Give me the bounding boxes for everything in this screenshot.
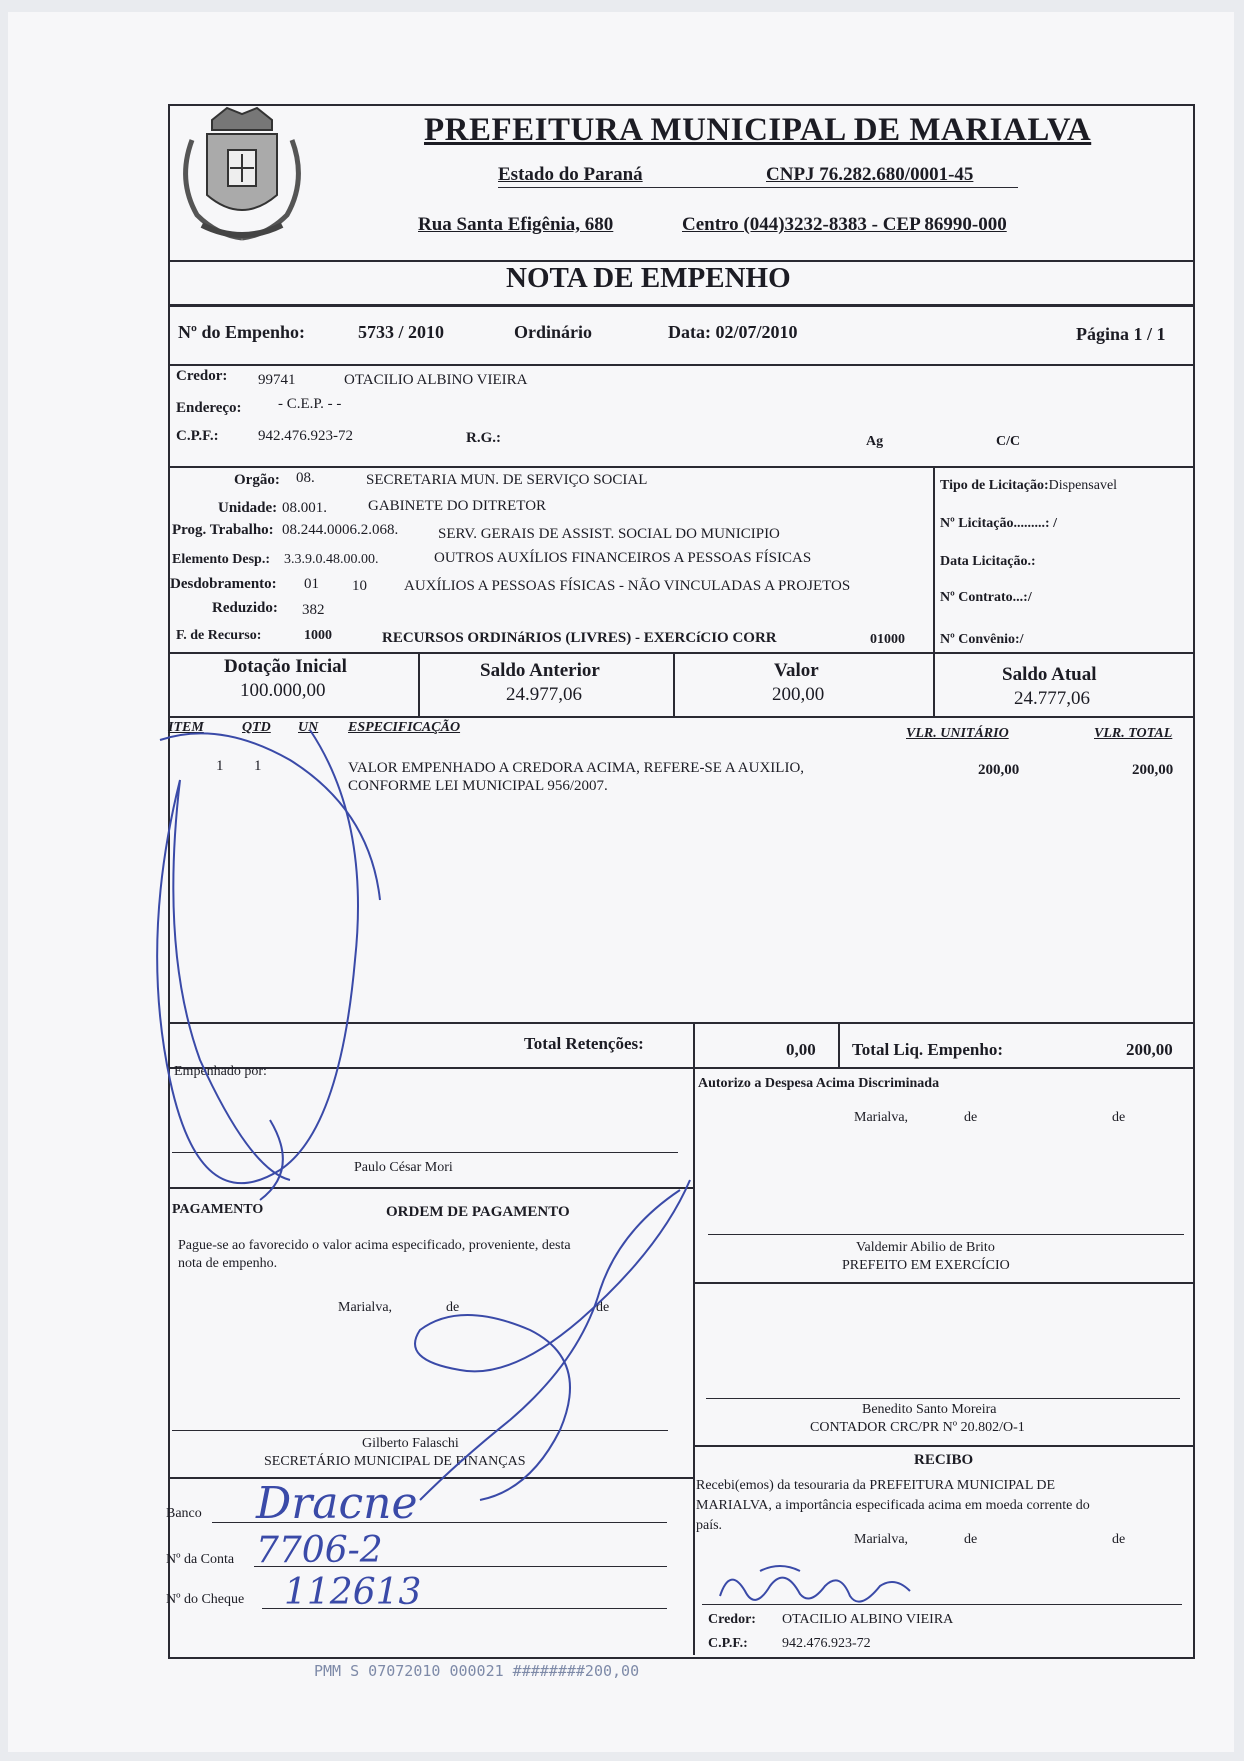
endereco-label: Endereço:	[176, 400, 242, 416]
endereco-value: - C.E.P. - -	[278, 396, 342, 412]
contador-role: CONTADOR CRC/PR Nº 20.802/O-1	[810, 1420, 1025, 1435]
prefeito-name: Valdemir Abilio de Brito	[856, 1240, 995, 1255]
prefeito-role: PREFEITO EM EXERCÍCIO	[842, 1258, 1010, 1273]
empenho-number-label: Nº do Empenho:	[178, 322, 305, 342]
elemento-code: 3.3.9.0.48.00.00.	[284, 552, 379, 567]
item-qtd: 1	[254, 758, 262, 774]
cpf-value: 942.476.923-72	[258, 428, 353, 444]
contrato-numero: Nº Contrato...:/	[940, 590, 1032, 605]
col-vlr-total: VLR. TOTAL	[1094, 726, 1173, 741]
col-especificacao: ESPECIFICAÇÃO	[348, 720, 461, 735]
empenho-number: 5733 / 2010	[358, 322, 445, 342]
valor-value: 200,00	[772, 684, 825, 705]
licitacao-tipo	[940, 478, 1117, 494]
ordem-pagamento-label: ORDEM DE PAGAMENTO	[386, 1204, 570, 1220]
unidade-desc: GABINETE DO DITRETOR	[368, 498, 547, 514]
total-retencoes-label: Total Retenções:	[524, 1034, 644, 1053]
item-espec-line1: VALOR EMPENHADO A CREDORA ACIMA, REFERE-SE A AUXILIO,	[348, 760, 805, 776]
reduzido-value: 382	[302, 602, 325, 618]
licitacao-data: Data Licitação.:	[940, 554, 1036, 569]
credor-code: 99741	[258, 372, 296, 388]
autorizo-de1: de	[964, 1110, 978, 1125]
licitacao-numero: Nº Licitação.........: /	[940, 516, 1057, 531]
elemento-desc: OUTROS AUXÍLIOS FINANCEIROS A PESSOAS FÍSICAS	[434, 550, 812, 566]
valor-label: Valor	[774, 660, 819, 681]
pagamento-de2: de	[596, 1300, 610, 1315]
rg-label: R.G.:	[466, 430, 501, 446]
saldo-atual-value: 24.777,06	[1014, 688, 1090, 709]
address-label: Rua Santa Efigênia, 680	[418, 214, 614, 235]
credor-label: Credor:	[176, 368, 228, 384]
dotacao-inicial-value: 100.000,00	[240, 680, 326, 701]
prog-desc: SERV. GERAIS DE ASSIST. SOCIAL DO MUNICIPIO	[438, 526, 780, 542]
col-item: ITEM	[168, 720, 204, 735]
total-liq-value: 200,00	[1126, 1040, 1173, 1059]
col-vlr-unitario: VLR. UNITÁRIO	[906, 726, 1009, 741]
empenho-date: Data: 02/07/2010	[668, 322, 798, 342]
col-un: UN	[298, 720, 319, 735]
pagamento-de1: de	[446, 1300, 460, 1315]
recibo-city: Marialva,	[854, 1532, 909, 1547]
recurso-label: F. de Recurso:	[176, 628, 262, 643]
cheque-handwritten: 112613	[284, 1572, 422, 1613]
page-number: Página 1 / 1	[1076, 324, 1166, 344]
secretario-role: SECRETÁRIO MUNICIPAL DE FINANÇAS	[264, 1454, 526, 1469]
orgao-code: 08.	[296, 470, 315, 486]
desdobramento-desc: AUXÍLIOS A PESSOAS FÍSICAS - NÃO VINCULADAS A PROJETOS	[404, 578, 851, 594]
address-rest-label: Centro (044)3232-8383 - CEP 86990-000	[682, 214, 1007, 235]
desdobramento-label: Desdobramento:	[170, 576, 277, 592]
reduzido-label: Reduzido:	[212, 600, 278, 616]
autorizo-de2: de	[1112, 1110, 1126, 1125]
empenhado-por-label: Empenhado por:	[174, 1064, 267, 1079]
secretario-name: Gilberto Falaschi	[362, 1436, 459, 1451]
conta-label: Nº da Conta	[166, 1552, 235, 1567]
orgao-label: Orgão:	[234, 472, 280, 488]
pagamento-city: Marialva,	[338, 1300, 393, 1315]
org-title: PREFEITURA MUNICIPAL DE MARIALVA	[424, 112, 1092, 148]
item-espec-line2: CONFORME LEI MUNICIPAL 956/2007.	[348, 778, 608, 794]
recibo-de1: de	[964, 1532, 978, 1547]
banco-handwritten: Dracne	[256, 1478, 418, 1529]
cpf-label: C.P.F.:	[176, 428, 219, 444]
empenho-type: Ordinário	[514, 322, 593, 342]
unidade-code: 08.001.	[282, 500, 327, 516]
pagamento-label: PAGAMENTO	[172, 1202, 264, 1217]
item-vlr-unitario: 200,00	[978, 762, 1020, 778]
total-liq-label: Total Liq. Empenho:	[852, 1040, 1003, 1059]
item-number: 1	[216, 758, 224, 774]
pagamento-text-line2: nota de empenho.	[178, 1256, 278, 1271]
recibo-credor-label: Credor:	[708, 1612, 756, 1627]
footer-stamp: PMM S 07072010 000021 ########200,00	[314, 1662, 640, 1680]
document-title: NOTA DE EMPENHO	[506, 262, 791, 294]
recibo-text-line3: país.	[696, 1518, 723, 1533]
item-vlr-total: 200,00	[1132, 762, 1174, 778]
recibo-de2: de	[1112, 1532, 1126, 1547]
recibo-text-line2: MARIALVA, a importância especificada acima em moeda corrente do	[696, 1498, 1090, 1513]
banco-label: Banco	[166, 1506, 202, 1521]
desdobramento-code2: 10	[352, 578, 367, 594]
credor-name: OTACILIO ALBINO VIEIRA	[344, 372, 528, 388]
saldo-anterior-value: 24.977,06	[506, 684, 582, 705]
cheque-label: Nº do Cheque	[166, 1592, 245, 1607]
pagamento-text-line1: Pague-se ao favorecido o valor acima especificado, proveniente, desta	[178, 1238, 571, 1253]
col-qtd: QTD	[242, 720, 271, 735]
recibo-label: RECIBO	[914, 1452, 974, 1468]
dotacao-inicial-label: Dotação Inicial	[224, 656, 347, 677]
autorizo-city: Marialva,	[854, 1110, 909, 1125]
state-label: Estado do Paraná	[498, 164, 643, 185]
convenio-numero: Nº Convênio:/	[940, 632, 1024, 647]
unidade-label: Unidade:	[218, 500, 278, 516]
licitacao-tipo-label: Tipo de Licitação:	[940, 478, 1049, 493]
conta-handwritten: 7706-2	[256, 1530, 383, 1571]
cc-label: C/C	[996, 434, 1021, 449]
recurso-code2: 01000	[870, 632, 905, 647]
cnpj-label: CNPJ 76.282.680/0001-45	[766, 164, 974, 185]
elemento-label: Elemento Desp.:	[172, 552, 270, 567]
recibo-text-line1: Recebi(emos) da tesouraria da PREFEITURA MUNICIPAL DE	[696, 1478, 1056, 1493]
prog-code: 08.244.0006.2.068.	[282, 522, 399, 538]
recibo-cpf-value: 942.476.923-72	[782, 1636, 871, 1651]
saldo-anterior-label: Saldo Anterior	[480, 660, 600, 681]
ag-label: Ag	[866, 434, 884, 449]
autorizo-label: Autorizo a Despesa Acima Discriminada	[698, 1076, 940, 1091]
desdobramento-code1: 01	[304, 576, 319, 592]
recurso-desc: RECURSOS ORDINáRIOS (LIVRES) - EXERCíCIO CORR	[382, 630, 777, 646]
recibo-cpf-label: C.P.F.:	[708, 1636, 748, 1651]
recibo-credor-name: OTACILIO ALBINO VIEIRA	[782, 1612, 954, 1627]
empenhado-por-name: Paulo César Mori	[354, 1160, 453, 1175]
contador-name: Benedito Santo Moreira	[862, 1402, 997, 1417]
total-retencoes-value: 0,00	[786, 1040, 816, 1059]
licitacao-tipo-value: Dispensavel	[1048, 478, 1118, 493]
prog-label: Prog. Trabalho:	[172, 522, 274, 538]
orgao-desc: SECRETARIA MUN. DE SERVIÇO SOCIAL	[366, 472, 648, 488]
saldo-atual-label: Saldo Atual	[1002, 664, 1097, 685]
recurso-code: 1000	[304, 628, 332, 643]
